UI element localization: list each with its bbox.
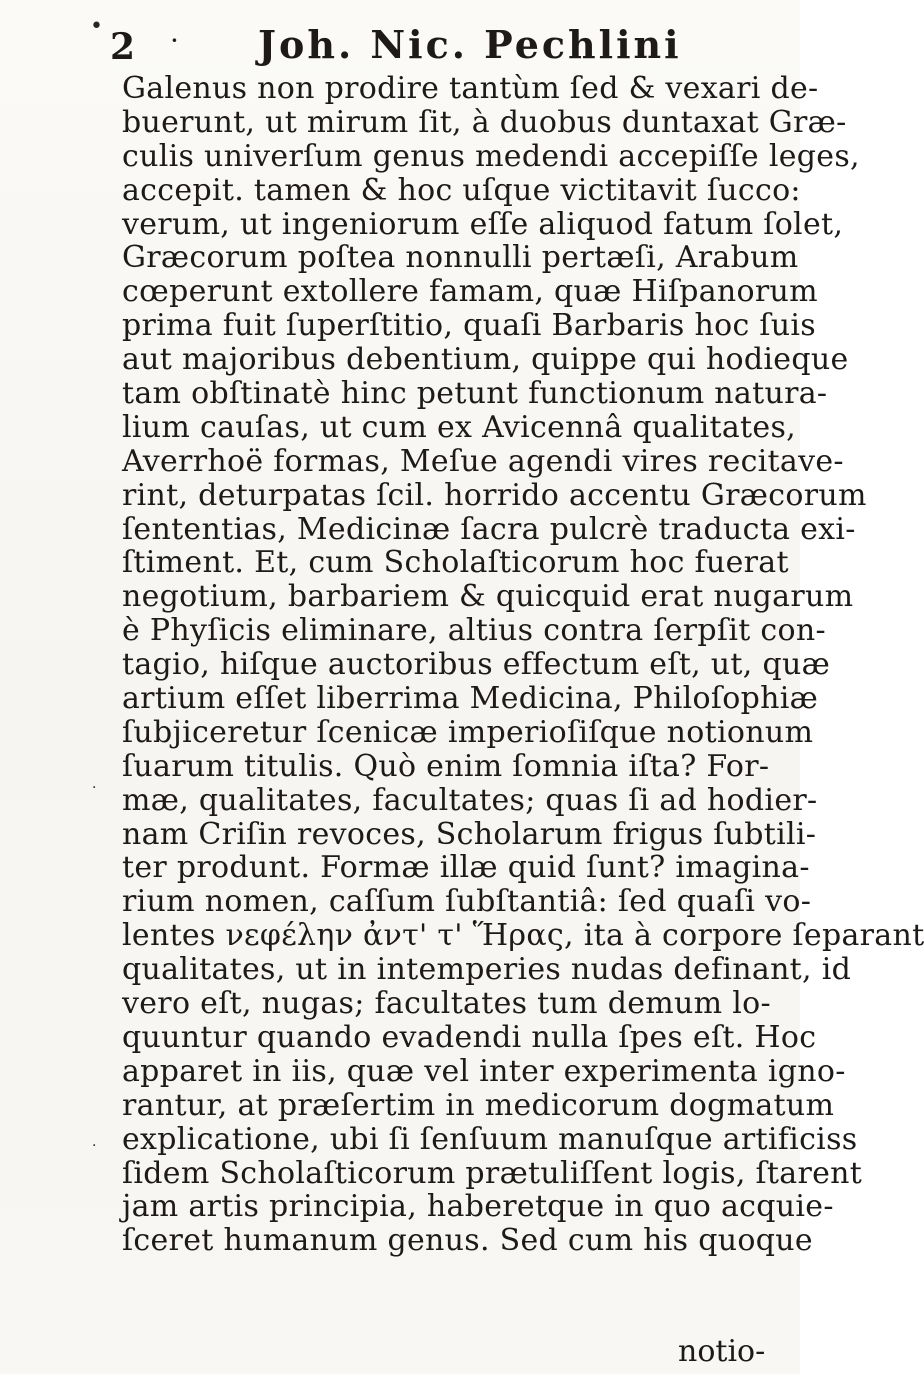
text-line: ſidem Scholaſticorum prætuliſſent logis, ſtarent [122, 1155, 863, 1191]
text-line: verum, ut ingeniorum eſſe aliquod fatum ſolet, [122, 206, 844, 242]
text-line: ſtiment. Et, cum Scholaſticorum hoc fuerat [122, 545, 789, 581]
text-line: rint, deturpatas ſcil. horrido accentu Græcorum [122, 477, 867, 513]
text-line: artium eſſet liberrima Medicina, Philoſophiæ [122, 681, 819, 717]
text-line: prima fuit ſuperſtitio, quaſi Barbaris hoc ſuis [122, 308, 816, 344]
text-line: Græcorum poſtea nonnulli pertæſi, Arabum [122, 240, 799, 276]
ink-speck: · [92, 1138, 97, 1154]
text-line: ter produnt. Formæ illæ quid ſunt? imagina- [122, 850, 810, 886]
text-line: ſententias, Medicinæ ſacra pulcrè traducta exi- [122, 511, 856, 547]
text-line: ſubjiceretur ſcenicæ imperioſiſque notionum [122, 714, 814, 750]
text-line: Averrhoë formas, Meſue agendi vires recitave- [122, 443, 844, 479]
text-line: nam Criſin revoces, Scholarum frigus ſubtili- [122, 816, 817, 852]
text-line: rium nomen, caſſum ſubſtantiâ: ſed quaſi vo- [122, 884, 812, 920]
text-line: rantur, at præſertim in medicorum dogmatum [122, 1087, 835, 1123]
ink-speck: • [90, 14, 103, 39]
text-line: mæ, qualitates, facultates; quas ſi ad hodier- [122, 782, 818, 818]
text-line: è Phyſicis eliminare, altius contra ſerpſit con- [122, 613, 826, 649]
text-line: culis univerſum genus medendi accepiſſe leges, [122, 138, 860, 174]
text-line: ſuarum titulis. Quò enim ſomnia iſta? For- [122, 748, 770, 784]
text-line: vero eſt, nugas; facultates tum demum lo- [122, 986, 771, 1022]
text-line: explicatione, ubi ſi ſenſuum manuſque artificiss [122, 1121, 858, 1157]
ink-speck: · [92, 780, 97, 796]
text-line: negotium, barbariem & quicquid erat nugarum [122, 579, 854, 615]
text-line: buerunt, ut mirum ſit, à duobus duntaxat Græ- [122, 104, 847, 140]
text-line: cœperunt extollere famam, quæ Hiſpanorum [122, 274, 818, 310]
text-line: qualitates, ut in intemperies nudas definant, id [122, 952, 852, 988]
text-line: lium cauſas, ut cum ex Avicennâ qualitates, [122, 409, 796, 445]
text-line: tagio, hiſque auctoribus effectum eſt, ut, quæ [122, 647, 831, 683]
text-line: Galenus non prodire tantùm ſed & vexari de- [122, 71, 819, 106]
text-line: ſceret humanum genus. Sed cum his quoque [122, 1223, 813, 1259]
text-line: lentes νεφέλην ἀντ' τ' Ἥρας, ita à corpore ſeparant [122, 918, 924, 954]
text-line: aut majoribus debentium, quippe qui hodieque [122, 342, 849, 378]
text-line: accepit. tamen & hoc uſque victitavit ſucco: [122, 172, 801, 208]
catchword: notio- [678, 1334, 766, 1369]
page-number: 2 [110, 26, 139, 68]
body-text [122, 71, 924, 1259]
text-line: quuntur quando evadendi nulla ſpes eſt. Hoc [122, 1019, 817, 1055]
running-header [110, 20, 790, 76]
running-title: Joh. Nic. Pechlini [258, 22, 682, 67]
text-line: tam obſtinatè hinc petunt functionum natura- [122, 376, 828, 412]
header-mark: · [170, 24, 182, 57]
text-line: jam artis principia, haberetque in quo acquie- [122, 1189, 834, 1225]
text-line: apparet in iis, quæ vel inter experimenta igno- [122, 1053, 846, 1089]
